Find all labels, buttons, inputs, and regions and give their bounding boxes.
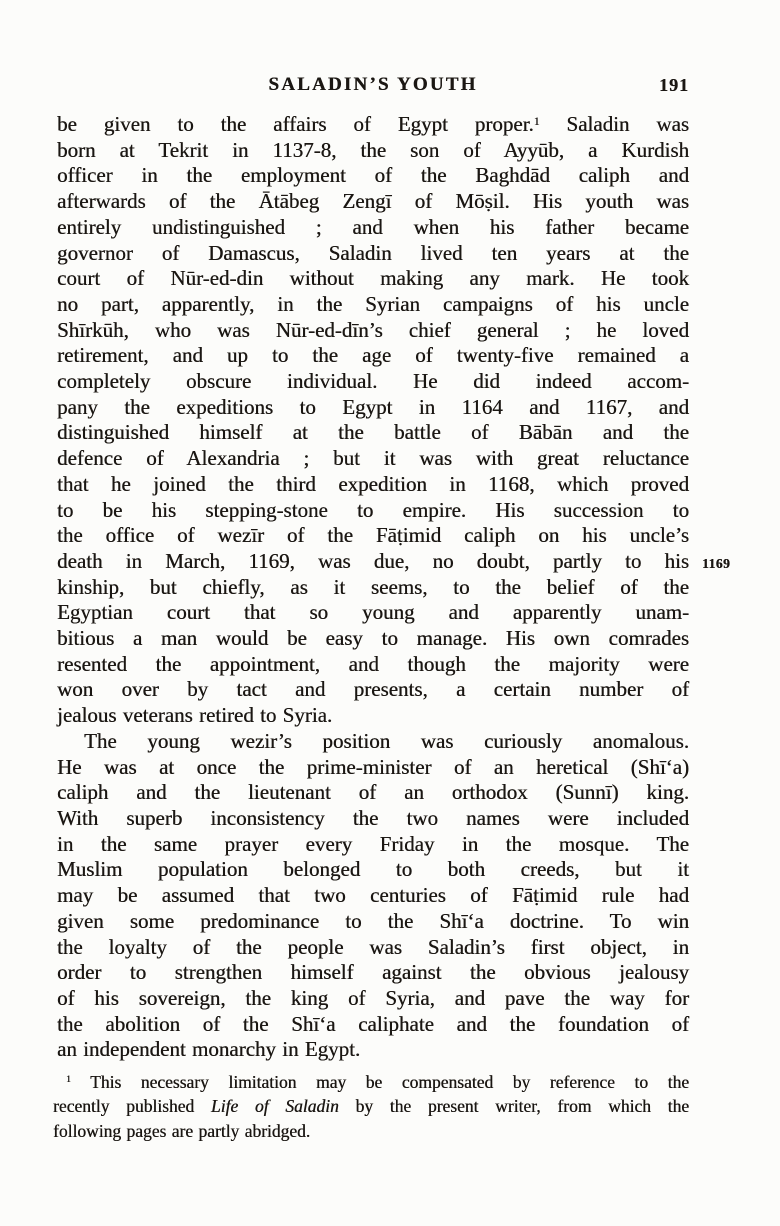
text-line (57, 523, 689, 549)
text-segment: of his sovereign, the king of Syria, and pave the way for (57, 985, 689, 1010)
text-segment: defence of Alexandria ; but it was with great reluctance (57, 446, 689, 471)
text-line (57, 369, 689, 395)
text-line (53, 1094, 689, 1118)
text-line (57, 1037, 689, 1063)
page-header (57, 74, 689, 98)
text-line (57, 395, 689, 421)
text-segment: Shīrkūh, who was Nūr-ed-dīn’s chief general ; he loved (57, 317, 689, 342)
text-line (57, 626, 689, 652)
text-line (57, 857, 689, 883)
text-segment: the office of wezīr of the Fāṭimid caliph on his uncle’s (57, 523, 689, 548)
text-segment: no part, apparently, in the Syrian campaigns of his uncle (57, 291, 689, 316)
body-text (57, 112, 689, 1063)
text-segment: the loyalty of the people was Saladin’s first object, in (57, 934, 689, 959)
text-line (57, 780, 689, 806)
text-segment: following pages are partly abridged. (53, 1120, 311, 1141)
text-line (53, 1070, 689, 1094)
text-line (57, 112, 689, 138)
text-line (57, 318, 689, 344)
text-segment: officer in the employment of the Baghdād caliph and (57, 163, 689, 188)
text-line (57, 420, 689, 446)
text-segment: by the present writer, from which the (338, 1096, 689, 1117)
text-segment: The young wezir’s position was curiously anomalous. (84, 728, 689, 753)
text-segment: governor of Damascus, Saladin lived ten years at the (57, 240, 689, 265)
text-line (57, 960, 689, 986)
text-segment: to be his stepping-stone to empire. His succession to (57, 497, 689, 522)
text-line (57, 986, 689, 1012)
text-line (57, 755, 689, 781)
text-segment: He was at once the prime-minister of an heretical (Shī‘a) (57, 754, 689, 779)
text-segment: order to strengthen himself against the obvious jealousy (57, 960, 689, 985)
text-segment: Muslim population belonged to both creeds, but it (57, 857, 689, 882)
footnote (53, 1070, 689, 1143)
text-line (57, 935, 689, 961)
text-segment: distinguished himself at the battle of Bābān and the (57, 420, 689, 445)
text-line (57, 189, 689, 215)
text-line (57, 292, 689, 318)
text-segment: entirely undistinguished ; and when his father became (57, 214, 689, 239)
page-number: 191 (659, 75, 689, 95)
text-segment: the abolition of the Shī‘a caliphate and the foundation of (57, 1011, 689, 1036)
text-segment: pany the expeditions to Egypt in 1164 and 1167, and (57, 394, 689, 419)
text-segment: completely obscure individual. He did indeed accom- (57, 369, 689, 394)
text-line (57, 549, 689, 575)
text-segment: born at Tekrit in 1137-8, the son of Ayyūb, a Kurdish (57, 137, 689, 162)
text-segment: jealous veterans retired to Syria. (57, 703, 333, 728)
text-line (57, 652, 689, 678)
text-line (57, 215, 689, 241)
text-line (57, 138, 689, 164)
running-title: SALADIN’S YOUTH (268, 74, 478, 95)
text-line (57, 677, 689, 703)
text-segment: This necessary limitation may be compensated by reference to the (70, 1072, 689, 1092)
text-line (57, 729, 689, 755)
text-line (57, 806, 689, 832)
text-segment: With superb inconsistency the two names were included (57, 805, 689, 830)
text-segment: that he joined the third expedition in 1168, which proved (57, 471, 689, 496)
text-line (57, 163, 689, 189)
text-segment: given some predominance to the Shī‘a doctrine. To win (57, 908, 689, 933)
text-line (57, 343, 689, 369)
text-line (57, 498, 689, 524)
text-segment: retirement, and up to the age of twenty-five remained a (57, 343, 689, 368)
text-line (57, 600, 689, 626)
text-segment: bitious a man would be easy to manage. His own comrades (57, 626, 689, 651)
text-segment: afterwards of the Ātābeg Zengī of Mōṣil. His youth was (57, 189, 689, 214)
margin-note-year: 1169 (702, 556, 731, 571)
text-segment: kinship, but chiefly, as it seems, to the belief of the (57, 574, 689, 599)
text-segment: be given to the affairs of Egypt proper. (57, 112, 534, 136)
text-line (57, 909, 689, 935)
footnote-reference: 1 (66, 1074, 71, 1085)
text-line (57, 266, 689, 292)
text-segment: recently published (53, 1096, 211, 1117)
text-segment: caliph and the lieutenant of an orthodox (Sunnī) king. (57, 780, 689, 805)
text-segment: Saladin was (539, 112, 689, 136)
text-line (57, 703, 689, 729)
text-segment: Egyptian court that so young and apparently unam- (57, 600, 689, 625)
text-segment: court of Nūr-ed-din without making any mark. He took (57, 266, 689, 291)
text-segment: resented the appointment, and though the majority were (57, 651, 689, 676)
text-line (57, 472, 689, 498)
text-segment: an independent monarchy in Egypt. (57, 1037, 361, 1062)
footnote-reference: 1 (533, 116, 540, 128)
text-segment: in the same prayer every Friday in the mosque. The (57, 831, 689, 856)
text-segment: won over by tact and presents, a certain number of (57, 677, 689, 702)
text-line (57, 883, 689, 909)
text-line (57, 446, 689, 472)
text-line (57, 832, 689, 858)
text-segment: death in March, 1169, was due, no doubt, partly to his (57, 548, 689, 573)
text-line (57, 1012, 689, 1038)
text-segment: may be assumed that two centuries of Fāṭimid rule had (57, 883, 689, 908)
text-segment: Life of Saladin (210, 1096, 339, 1117)
text-line (53, 1119, 689, 1143)
text-line (57, 241, 689, 267)
text-line (57, 575, 689, 601)
